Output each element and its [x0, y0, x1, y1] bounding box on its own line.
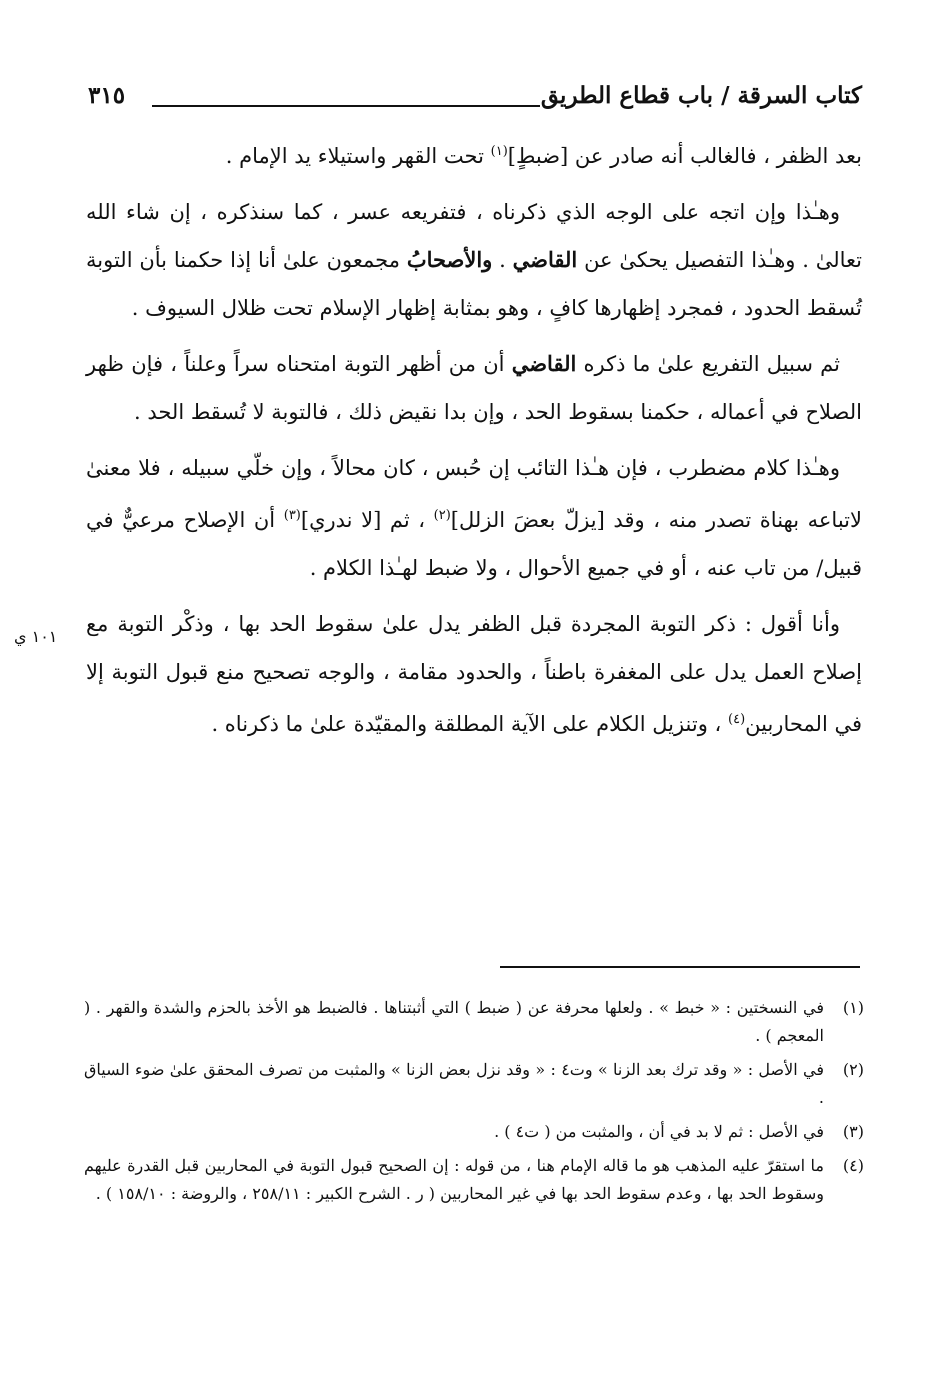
- paragraph-3: [86, 340, 862, 436]
- footnote-ref: (١): [490, 144, 508, 159]
- paragraph-4: [86, 444, 862, 592]
- footnote-number: (٢): [842, 1060, 864, 1079]
- footnote-number: (٤): [842, 1156, 864, 1175]
- text-run: تحت القهر واستيلاء يد الإمام .: [225, 144, 491, 168]
- text-run: أن من أظهر التوبة امتحناه سراً وعلناً ، فإن ظهر الصلاح في أعماله ، حكمنا بسقوط الحد ، وإن بدا نقيض ذلك ، فالتوبة لا تُسقط الحد .: [86, 352, 862, 424]
- paragraph-5: [86, 600, 862, 748]
- text-run: وأنا أقول : ذكر التوبة المجردة قبل الظفر يدل علىٰ سقوط الحد بها ، وذكْر التوبة مع إصلاح العمل يدل على المغفرة باطناً ، والحدود مقامة ، والوجه تصحيح منع قبول التوبة إلا في المحاربين: [86, 612, 862, 736]
- footnote-separator: [500, 966, 860, 968]
- text-run: بعد الظفر ، فالغالب أنه صادر عن [ضبطٍ]: [507, 144, 862, 168]
- text-run: ، ثم [لا ندري]: [300, 508, 434, 532]
- text-run: وهـٰذا كلام مضطرب ، فإن هـٰذا التائب إن حُبس ، كان محالاً ، وإن خلّي سبيله ، فلا معنىٰ لاتباعه بهناة تصدر منه ، وقد [يزلّ بعضَ الزلل]: [86, 456, 862, 532]
- page-number: ٣١٥: [88, 82, 126, 109]
- emphasized-name: القاضي: [512, 247, 578, 272]
- footnote-text: في النسختين : « خبط » . ولعلها محرفة عن ( ضبط ) التي أثبتناها . فالضبط هو الأخذ بالحزم والشدة والقهر . ( المعجم ) .: [84, 998, 824, 1045]
- paragraph-2: [86, 188, 862, 332]
- footnote-3: [84, 1118, 864, 1146]
- footnote-text: في الأصل : ثم لا بد في أن ، والمثبت من ( ت٤ ) .: [494, 1122, 824, 1141]
- main-text: [86, 128, 862, 756]
- footnote-ref: (٣): [283, 508, 301, 523]
- footnote-4: [84, 1152, 864, 1208]
- footnote-1: [84, 994, 864, 1050]
- footnotes: [84, 994, 864, 1214]
- footnote-text: ما استقرّ عليه المذهب هو ما قاله الإمام هنا ، من قوله : إن الصحيح قبول التوبة في المحاربين قبل القدرة عليهم وسقوط الحد بها ، وعدم سقوط الحد بها في غير المحاربين ( ر . الشرح الكبير : ٢٥٨/١١ ، والروضة : ١٥٨/١٠ ) .: [84, 1156, 824, 1203]
- footnote-text: في الأصل : « وقد ترك بعد الزنا » وت٤ : « وقد نزل بعض الزنا » والمثبت من تصرف المحقق علىٰ ضوء السياق .: [84, 1060, 825, 1107]
- text-run: مجمعون علىٰ أنا إذا حكمنا بأن التوبة تُسقط الحدود ، فمجرد إظهارها كافٍ ، وهو بمثابة إظهار الإسلام تحت ظلال السيوف .: [86, 248, 862, 320]
- footnote-2: [84, 1056, 864, 1112]
- manuscript-folio-note: ١٠١ ي: [14, 627, 58, 646]
- paragraph-1: [86, 128, 862, 180]
- text-run: وهـٰذا وإن اتجه على الوجه الذي ذكرناه ، فتفريعه عسر ، كما سنذكره ، إن شاء الله تعالىٰ . وهـٰذا التفصيل يحكىٰ عن: [86, 200, 863, 272]
- emphasized-name: والأصحابُ: [406, 247, 493, 272]
- text-run: أن الإصلاح مرعيٌّ في قبيل/ من تاب عنه ، أو في جميع الأحوال ، ولا ضبط لهـٰذا الكلام .: [86, 508, 862, 580]
- running-title: كتاب السرقة / باب قطاع الطريق: [540, 82, 862, 109]
- footnote-number: (١): [842, 998, 864, 1017]
- emphasized-name: القاضي: [511, 351, 577, 376]
- footnote-number: (٣): [842, 1122, 864, 1141]
- footnote-ref: (٤): [728, 712, 746, 727]
- footnote-ref: (٢): [433, 508, 451, 523]
- page-header: [88, 78, 862, 118]
- header-rule: [152, 105, 540, 107]
- text-run: .: [492, 248, 513, 272]
- text-run: ، وتنزيل الكلام على الآية المطلقة والمقيّدة علىٰ ما ذكرناه .: [211, 712, 728, 736]
- text-run: ثم سبيل التفريع علىٰ ما ذكره: [576, 352, 840, 376]
